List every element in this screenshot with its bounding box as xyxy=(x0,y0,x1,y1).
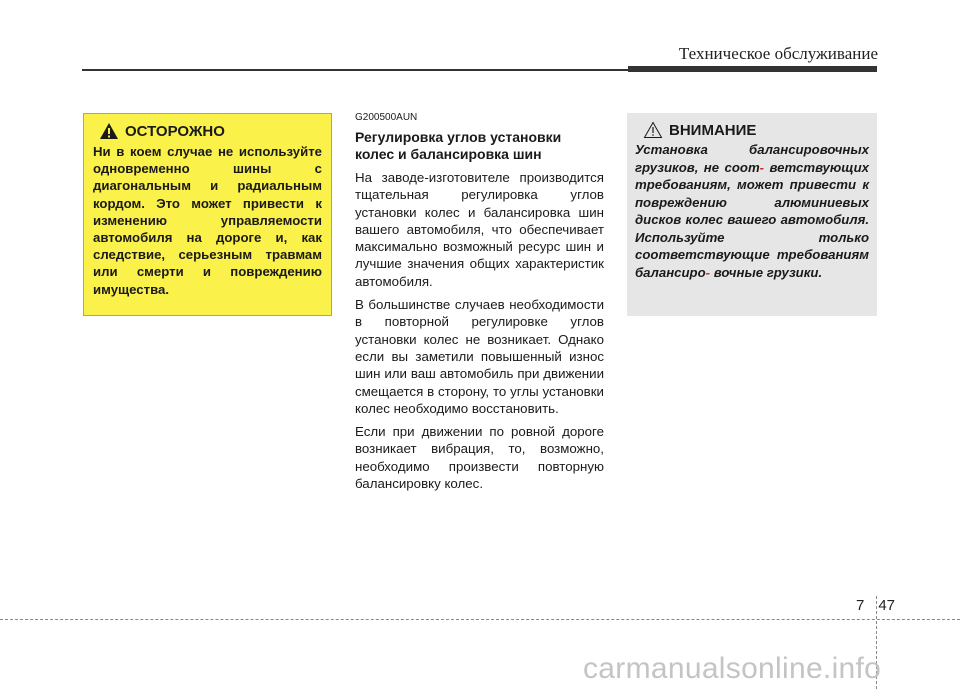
paragraph-2: В большинстве случаев необходимости в повторной регулировке углов установки колес не возникает. Однако если вы заметили повышенный износ шин или ваш автомобиль при движении смещается в сторону, то углы установки колес необходимо восстановить. xyxy=(355,297,604,416)
section-code: G200500AUN xyxy=(355,112,418,123)
caution-text xyxy=(635,141,869,281)
paragraph-1: На заводе-изготовителе производится тщательная регулировка углов установки колес и балансировка шин вашего автомобиля, что обеспечивает максимально возможный ресурс шин и лучшие значения общих характеристик автомобиля. xyxy=(355,170,604,289)
page-number xyxy=(856,597,895,614)
footer-rule xyxy=(0,619,960,620)
caution-triangle-icon xyxy=(643,121,663,139)
chapter-number: 7 xyxy=(856,597,865,614)
warning-header xyxy=(99,122,322,140)
caution-text-part2: ветствующих требованиям, может привести к повреждению алюминиевых дисков колес вашего автомобиля. Используйте только соответствующие требованиям балансиро xyxy=(635,159,869,280)
caution-text-part3: вочные грузики. xyxy=(713,264,823,280)
caution-header xyxy=(643,121,869,139)
header-rule-accent xyxy=(628,66,877,72)
warning-title: ОСТОРОЖНО xyxy=(125,122,225,140)
warning-box xyxy=(83,113,332,316)
caution-box xyxy=(627,113,877,316)
main-column xyxy=(355,112,604,498)
section-title: Регулировка углов установки колес и балансировка шин xyxy=(355,129,562,162)
caution-hyphen-2: - xyxy=(705,264,711,280)
watermark: carmanualsonline.info xyxy=(583,652,882,685)
caution-title: ВНИМАНИЕ xyxy=(669,121,757,139)
paragraph-3: Если при движении по ровной дороге возникает вибрация, то, возможно, необходимо произвести повторную балансировку колес. xyxy=(355,424,604,492)
header-title: Техническое обслуживание xyxy=(678,44,878,63)
caution-text-part1: Установка балансировочных грузиков, не соот xyxy=(635,142,869,175)
caution-hyphen-1: - xyxy=(759,159,765,175)
page-index: 47 xyxy=(878,597,896,614)
warning-text: Ни в коем случае не используйте одновременно шины с диагональным и радиальным кордом. Это может привести к изменению управляемости автомобиля на дороге и, как следствие, серьезным травмам или смерти и повреждению имущества. xyxy=(93,144,322,297)
warning-triangle-icon xyxy=(99,122,119,140)
